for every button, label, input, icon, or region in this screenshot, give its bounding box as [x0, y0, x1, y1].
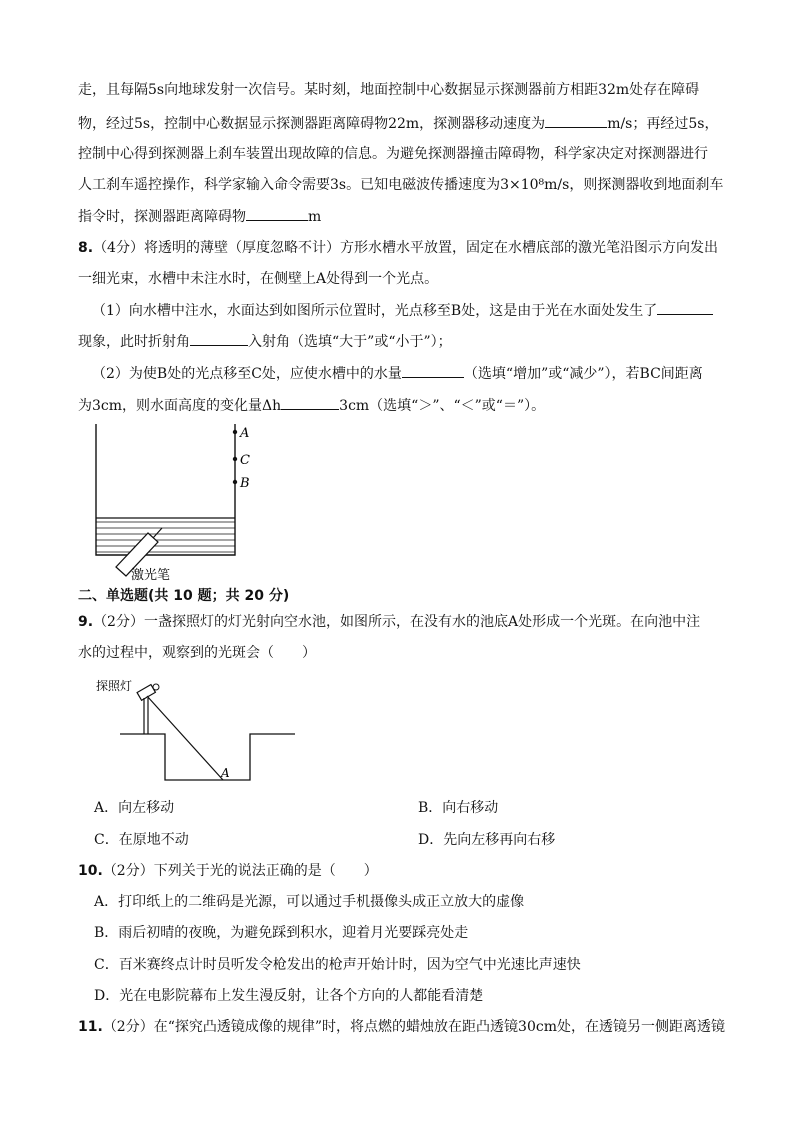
point-c-mark	[233, 457, 237, 461]
laser-pen-caption: 激光笔	[131, 568, 171, 583]
pool-outline	[120, 734, 295, 780]
q9-line-2: 水的过程中，观察到的光斑会（ ）	[78, 645, 316, 661]
q8-answer-blank-phenomenon[interactable]	[657, 300, 713, 315]
label-c: C	[240, 453, 250, 468]
q11-score: （2分）	[102, 1019, 154, 1035]
q7-line-4: 人工刹车遥控操作，科学家输入命令需要3s。已知电磁波传播速度为3×10⁸m/s，则探测器收到地面刹车	[78, 177, 724, 193]
q9-option-a[interactable]: A．向左移动	[94, 800, 175, 816]
searchlight-icon	[137, 684, 159, 734]
q7-line-2-unit: m/s；再经过5s，	[607, 116, 719, 132]
q8-sub2-text-3: 为3cm，则水面高度的变化量Δh	[78, 398, 282, 414]
q8-answer-blank-angle[interactable]	[190, 331, 248, 346]
q9-stem-1: 一盏探照灯的灯光射向空水池，如图所示，在没有水的池底A处形成一个光斑。在向池中注	[143, 614, 701, 630]
q7-answer-blank-speed[interactable]	[545, 113, 607, 128]
q8-sub1-line-2	[78, 331, 452, 352]
q8-tank-figure	[80, 420, 260, 585]
q8-score: （4分）	[93, 240, 144, 256]
label-a: A	[240, 426, 250, 441]
label-a-pool: A	[221, 766, 230, 780]
point-b-mark	[233, 480, 237, 484]
q9-score: （2分）	[93, 614, 144, 630]
q8-answer-blank-water[interactable]	[402, 363, 464, 378]
light-beam	[153, 528, 162, 538]
q8-sub1-line-1	[92, 300, 713, 321]
q8-line-1	[78, 238, 718, 258]
q10-option-a[interactable]: A．打印纸上的二维码是光源，可以通过手机摄像头成正立放大的虚像	[94, 894, 525, 910]
q9-option-d[interactable]: D．先向左移再向右移	[418, 832, 556, 848]
q8-sub2-line-2	[78, 395, 545, 416]
searchlight-label: 探照灯	[96, 679, 133, 693]
section-title: 二、单选题(共 10 题；共 20 分)	[78, 588, 290, 604]
q11-line-1	[78, 1017, 725, 1037]
q7-line-5-unit: m	[308, 209, 322, 225]
q7-line-1: 走，且每隔5s向地球发射一次信号。某时刻，地面控制中心数据显示探测器前方相距32m处存在障碍	[78, 82, 700, 98]
q8-sub2-line-1	[92, 363, 703, 384]
q10-stem-text: 下列关于光的说法正确的是（ ）	[153, 863, 378, 879]
q8-answer-blank-height[interactable]	[281, 395, 339, 410]
light-ray	[147, 696, 223, 780]
q8-sub2-text-4: 3cm（选填“＞”、“＜”或“＝”）。	[339, 398, 546, 414]
q10-number: 10.	[78, 863, 103, 879]
q9-pool-figure	[90, 676, 305, 786]
q8-line-2: 一细光束，水槽中未注水时，在侧壁上A处得到一个光点。	[78, 271, 439, 287]
q7-answer-blank-distance[interactable]	[246, 206, 308, 221]
q9-option-b[interactable]: B．向右移动	[418, 800, 499, 816]
q7-line-2	[78, 113, 718, 134]
q7-line-5	[78, 206, 321, 227]
q9-option-c[interactable]: C．在原地不动	[94, 832, 189, 848]
q8-number: 8.	[78, 240, 94, 256]
label-b: B	[240, 476, 250, 491]
q9-number: 9.	[78, 614, 94, 630]
tank-walls	[96, 424, 235, 555]
q10-option-c[interactable]: C．百米赛终点计时员听发令枪发出的枪声开始计时，因为空气中光速比声速快	[94, 957, 581, 973]
q10-score: （2分）	[102, 863, 154, 879]
q8-sub2-text: （2）为使B处的光点移至C处，应使水槽中的水量	[92, 366, 402, 382]
q8-sub1-text: （1）向水槽中注水，水面达到如图所示位置时，光点移至B处，这是由于光在水面处发生了	[92, 303, 658, 319]
q10-stem	[78, 861, 378, 881]
q8-sub2-text-2: （选填“增加”或“减少”），若BC间距离	[463, 366, 703, 382]
q7-line-2-text: 物，经过5s，控制中心数据显示探测器距离障碍物22m，探测器移动速度为	[78, 116, 546, 132]
q8-stem-1: 将透明的薄壁（厚度忽略不计）方形水槽水平放置，固定在水槽底部的激光笔沿图示方向发出	[143, 240, 718, 256]
q11-stem-1: 在“探究凸透镜成像的规律”时，将点燃的蜡烛放在距凸透镜30cm处，在透镜另一侧距离透镜	[153, 1019, 725, 1035]
q10-option-d[interactable]: D．光在电影院幕布上发生漫反射，让各个方向的人都能看清楚	[94, 988, 484, 1004]
water-hatching	[96, 522, 235, 552]
point-a-mark	[233, 430, 237, 434]
q8-sub1-text-2: 现象，此时折射角	[78, 334, 190, 350]
q11-number: 11.	[78, 1019, 103, 1035]
q8-sub1-text-3: 入射角（选填“大于”或“小于”）；	[248, 334, 452, 350]
q7-line-3: 控制中心得到探测器上刹车装置出现故障的信息。为避免探测器撞击障碍物，科学家决定对探测器进行	[78, 146, 708, 162]
q10-option-b[interactable]: B．雨后初晴的夜晚，为避免踩到积水，迎着月光要踩亮处走	[94, 925, 469, 941]
q7-line-5-text: 指令时，探测器距离障碍物	[78, 209, 246, 225]
q9-line-1	[78, 612, 700, 632]
